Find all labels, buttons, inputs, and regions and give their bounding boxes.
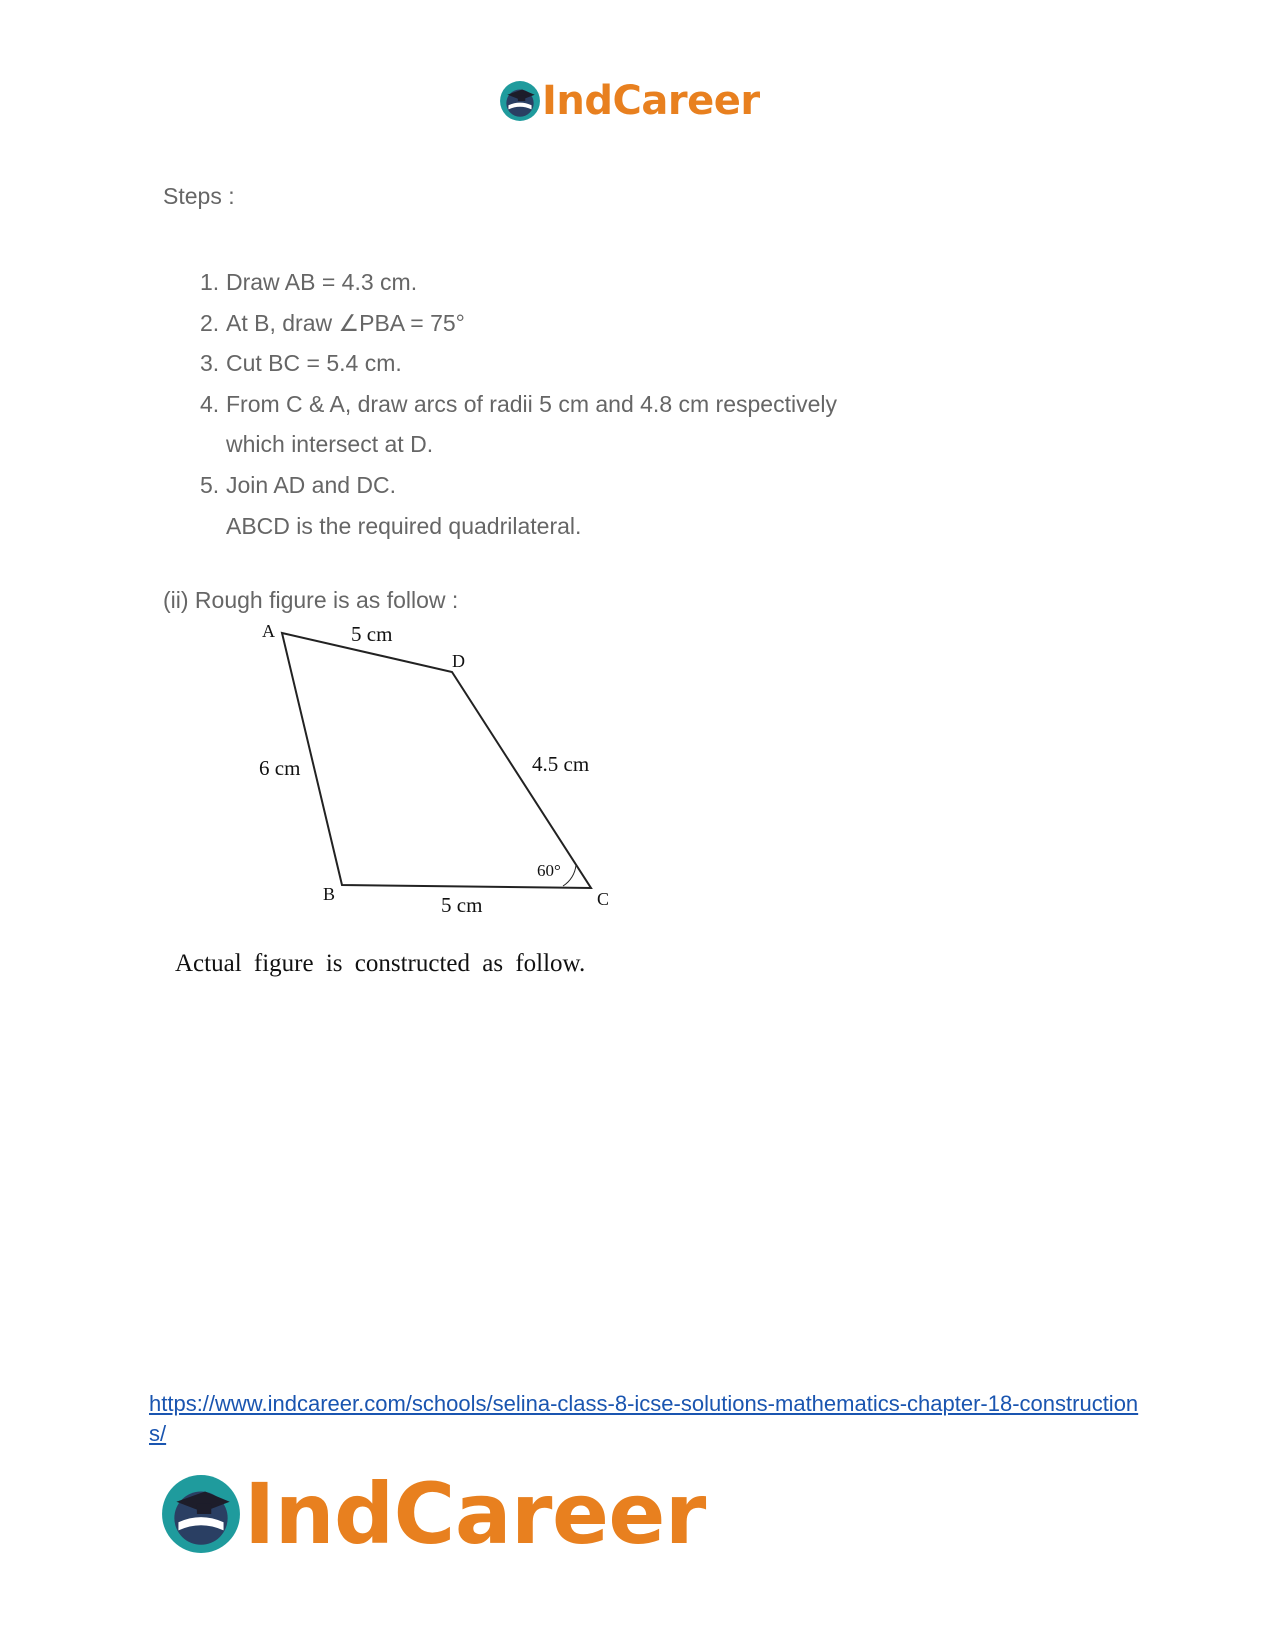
logo-wordmark: IndCareer bbox=[244, 1465, 706, 1563]
vertex-label-c: C bbox=[597, 889, 610, 909]
actual-figure-caption: Actual figure is constructed as follow. bbox=[175, 950, 586, 977]
graduation-book-icon bbox=[160, 1473, 242, 1555]
steps-list bbox=[200, 262, 837, 546]
side-label-bc: 5 cm bbox=[441, 893, 483, 915]
list-item: 4. From C & A, draw arcs of radii 5 cm and 4.8 cm respectively bbox=[200, 390, 837, 417]
side-label-ab: 6 cm bbox=[259, 756, 301, 780]
angle-c-arc bbox=[563, 865, 576, 886]
list-item-continuation: ABCD is the required quadrilateral. bbox=[226, 512, 582, 539]
indcareer-logo-footer bbox=[160, 1465, 706, 1563]
logo-wordmark: IndCareer bbox=[542, 78, 760, 124]
steps-heading: Steps : bbox=[163, 183, 235, 209]
side-label-dc: 4.5 cm bbox=[532, 752, 590, 776]
list-item: 3. Cut BC = 5.4 cm. bbox=[200, 350, 402, 377]
vertex-label-b: B bbox=[323, 884, 336, 904]
quadrilateral-figure bbox=[240, 615, 620, 915]
graduation-book-icon bbox=[499, 80, 541, 122]
list-item-continuation: which intersect at D. bbox=[226, 431, 434, 458]
part-ii-heading: (ii) Rough figure is as follow : bbox=[163, 587, 459, 613]
source-link[interactable]: https://www.indcareer.com/schools/selina-class-8-icse-solutions-mathematics-chapter-18-constructions/ bbox=[149, 1391, 1139, 1446]
list-item: 2. At B, draw ∠PBA = 75° bbox=[200, 309, 465, 336]
list-item: 1. Draw AB = 4.3 cm. bbox=[200, 269, 418, 295]
angle-label-c: 60° bbox=[537, 861, 561, 880]
vertex-label-a: A bbox=[262, 621, 275, 641]
vertex-label-d: D bbox=[452, 651, 465, 671]
indcareer-logo-header bbox=[499, 78, 760, 124]
side-label-ad: 5 cm bbox=[351, 622, 393, 646]
list-item: 5. Join AD and DC. bbox=[200, 471, 397, 498]
